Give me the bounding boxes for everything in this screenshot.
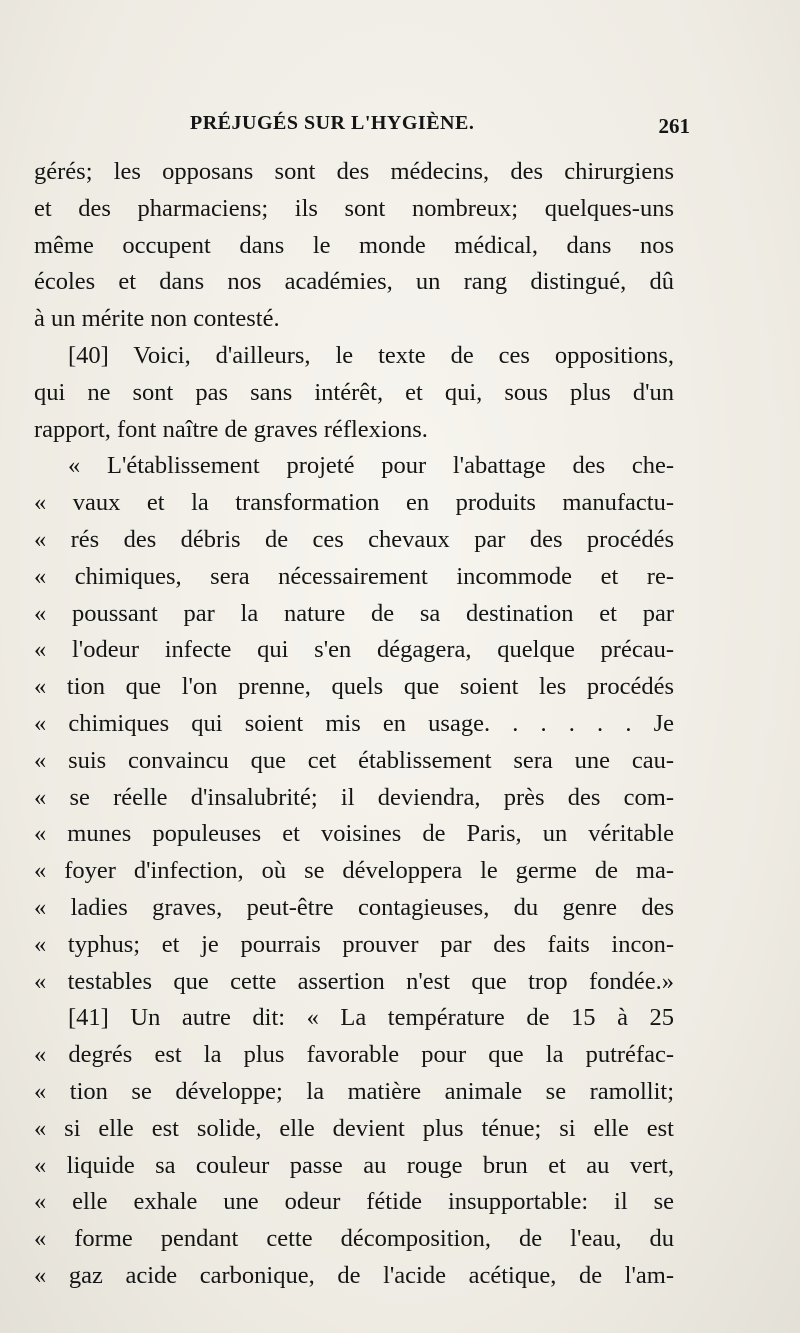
quote-line: « tion se développe; la matière animale se ramollit;	[34, 1077, 674, 1105]
quote-line: « ladies graves, peut-être contagieuses, du genre des	[34, 893, 674, 921]
quote-line: « L'établissement projeté pour l'abattage des che-	[68, 452, 674, 480]
text-line: qui ne sont pas sans intérêt, et qui, sous plus d'un	[34, 378, 674, 406]
quote-line: « se réelle d'insalubrité; il deviendra, près des com-	[34, 783, 674, 811]
quote-line: « poussant par la nature de sa destination et par	[34, 599, 674, 627]
text-line: rapport, font naître de graves réflexions.	[34, 415, 428, 443]
quote-line: « forme pendant cette décomposition, de l'eau, du	[34, 1225, 674, 1253]
paragraph-41-line: [41] Un autre dit: « La température de 15 à 25	[68, 1004, 674, 1032]
text-line: écoles et dans nos académies, un rang distingué, dû	[34, 268, 674, 296]
quote-line: « suis convaincu que cet établissement sera une cau-	[34, 746, 674, 774]
quote-line: « munes populeuses et voisines de Paris, un véritable	[34, 820, 674, 848]
text-line: à un mérite non contesté.	[34, 305, 280, 333]
quote-line: « l'odeur infecte qui s'en dégagera, quelque précau-	[34, 636, 674, 664]
paragraph-40-line: [40] Voici, d'ailleurs, le texte de ces oppositions,	[68, 341, 674, 369]
running-title: PRÉJUGÉS SUR L'HYGIÈNE.	[190, 112, 475, 134]
quote-line: « gaz acide carbonique, de l'acide acétique, de l'am-	[34, 1261, 674, 1289]
text-line: et des pharmaciens; ils sont nombreux; quelques-uns	[34, 194, 674, 222]
page-number: 261	[658, 114, 690, 138]
quote-line: « rés des débris de ces chevaux par des procédés	[34, 525, 674, 553]
quote-line: « si elle est solide, elle devient plus ténue; si elle est	[34, 1114, 674, 1142]
quote-line: « degrés est la plus favorable pour que la putréfac-	[34, 1041, 674, 1069]
running-head	[40, 112, 690, 146]
text-line: même occupent dans le monde médical, dans nos	[34, 231, 674, 259]
quote-line: « liquide sa couleur passe au rouge brun et au vert,	[34, 1151, 674, 1179]
quote-line: « foyer d'infection, où se développera le germe de ma-	[34, 857, 674, 885]
quote-line: « elle exhale une odeur fétide insupportable: il se	[34, 1188, 674, 1216]
body-text	[34, 154, 674, 1295]
quote-line: « chimiques, sera nécessairement incommode et re-	[34, 562, 674, 590]
quote-line: « vaux et la transformation en produits manufactu-	[34, 489, 674, 517]
text-line: gérés; les opposans sont des médecins, des chirurgiens	[34, 158, 674, 185]
quote-line: « typhus; et je pourrais prouver par des faits incon-	[34, 930, 674, 958]
quote-line: « tion que l'on prenne, quels que soient les procédés	[34, 673, 674, 701]
quote-line: « chimiques qui soient mis en usage. . . . . . Je	[34, 709, 674, 737]
quote-line: « testables que cette assertion n'est que trop fondée.»	[34, 967, 674, 995]
